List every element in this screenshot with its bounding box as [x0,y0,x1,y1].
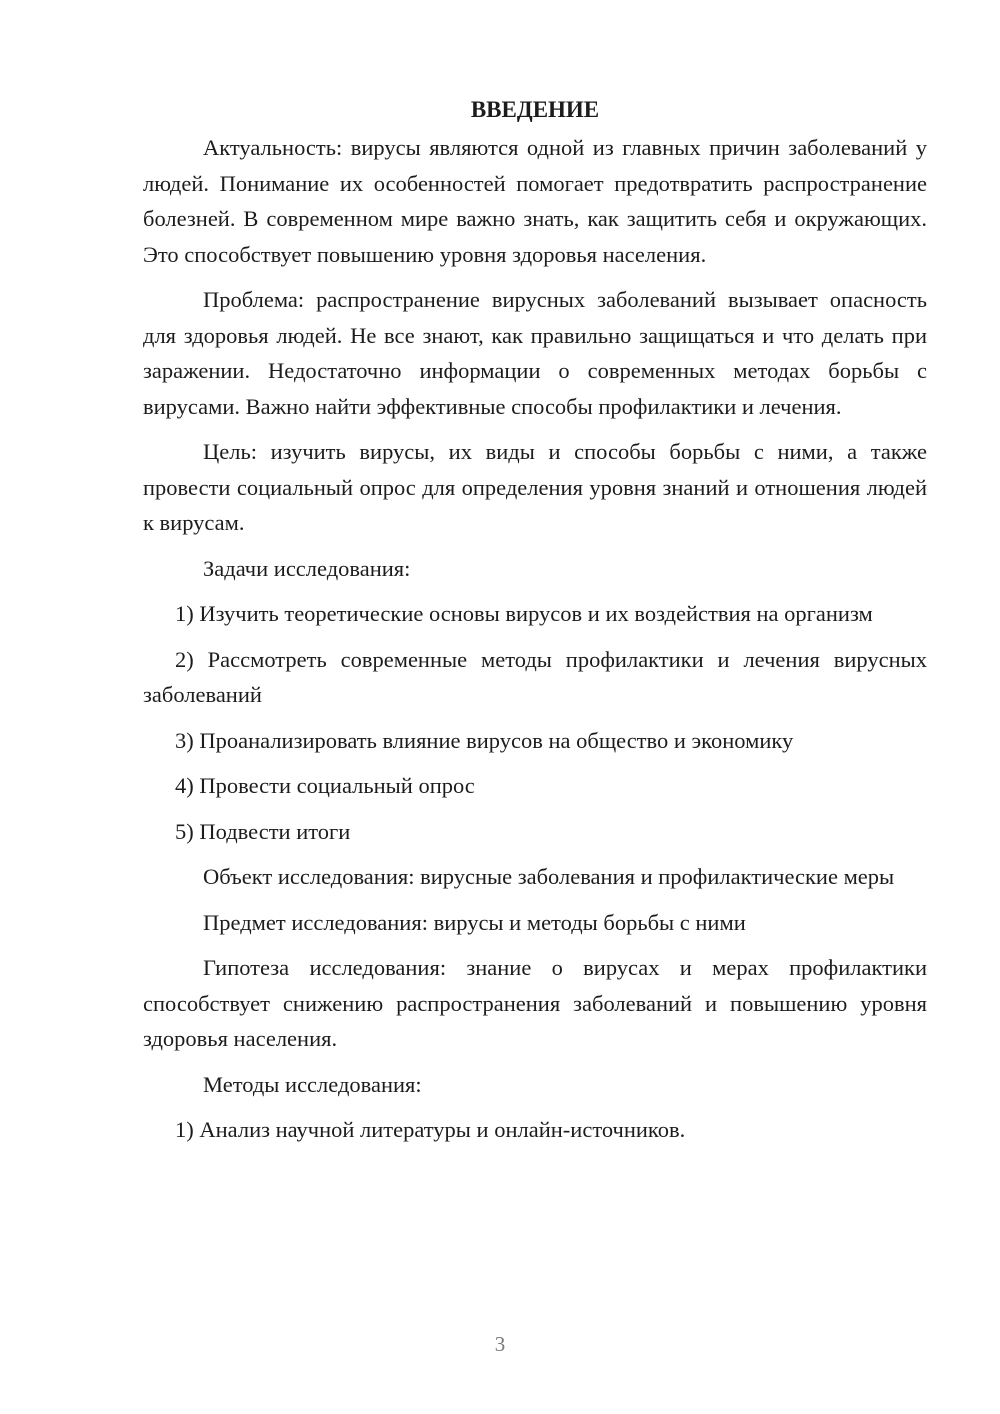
subject-paragraph: Предмет исследования: вирусы и методы борьбы с ними [203,909,746,935]
task-item-4: 4) Провести социальный опрос [175,773,475,798]
page-title: ВВЕДЕНИЕ [470,97,600,122]
task-item-1: 1) Изучить теоретические основы вирусов и их воздействия на организм [175,601,873,626]
methods-heading: Методы исследования: [203,1071,422,1097]
page-number: 3 [494,1332,506,1356]
problem-paragraph: Проблема: распространение вирусных заболеваний вызывает опасность для здоровья людей. Не все знают, как правильно защищаться и что делать при заражении. Недостаточно информации о современных методах борьбы с вирусами. Важно найти эффективные способы профилактики и лечения. [143,287,927,419]
task-item-2: 2) Рассмотреть современные методы профилактики и лечения вирусных заболеваний [143,646,927,707]
task-item-3: 3) Проанализировать влияние вирусов на общество и экономику [175,727,794,753]
goal-paragraph: Цель: изучить вирусы, их виды и способы борьбы с ними, а также провести социальный опрос для определения уровня знаний и отношения людей к вирусам. [143,439,927,535]
object-paragraph: Объект исследования: вирусные заболевания и профилактические меры [203,864,895,889]
document-page [143,92,927,1158]
relevance-paragraph: Актуальность: вирусы являются одной из главных причин заболеваний у людей. Понимание их особенностей помогает предотвратить распространение болезней. В современном мире важно знать, как защитить себя и окружающих. Это способствует повышению уровня здоровья населения. [143,135,927,267]
tasks-heading: Задачи исследования: [203,555,411,581]
method-item-1: 1) Анализ научной литературы и онлайн-источников. [175,1117,686,1142]
hypothesis-paragraph: Гипотеза исследования: знание о вирусах и мерах профилактики способствует снижению распространения заболеваний и повышению уровня здоровья населения. [143,955,927,1051]
task-item-5: 5) Подвести итоги [175,818,351,844]
